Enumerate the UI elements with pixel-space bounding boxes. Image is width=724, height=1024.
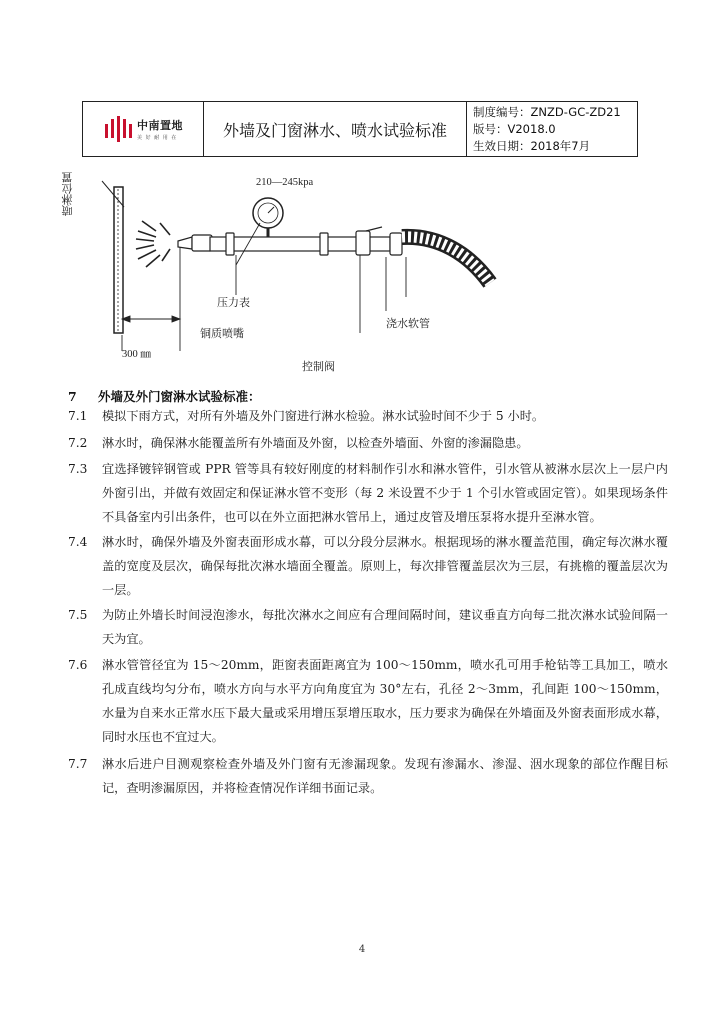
clause-7-4 [68,530,668,602]
spray-test-diagram [60,165,500,375]
clause-text: 宜选择镀锌钢管或 PPR 管等具有较好刚度的材料制作引水和淋水管件，引水管从被淋水层次上一层户内外窗引出，并做有效固定和保证淋水管不变形（每 2 米设置不少于 1 个引水管或固定管）。如果现场条件不具备室内引出条件，也可以在外立面把淋水管吊上，通过皮管及增压泵将水提升至淋水管。 [102,462,668,524]
page-number: 4 [358,944,366,955]
company-logo-cell [83,102,204,156]
control-valve-label: 控制阀 [302,360,335,373]
clause-7-7 [68,752,668,800]
clause-number: 7.3 [68,462,88,476]
clause-number: 7.4 [68,535,88,549]
clause-7-3 [68,457,668,529]
clause-text: 淋水时，确保淋水能覆盖所有外墙面及外窗，以检查外墙面、外窗的渗漏隐患。 [102,436,529,450]
document-meta [467,102,637,156]
pressure-range-label: 210—245kpa [256,177,314,188]
clause-text: 淋水后进户目测观察检查外墙及外门窗有无渗漏现象。发现有渗漏水、渗湿、洇水现象的部位作醒目标记，查明渗漏原因，并将检查情况作详细书面记录。 [102,757,668,795]
clause-7-2 [68,431,668,455]
clause-text: 淋水时，确保外墙及外窗表面形成水幕，可以分段分层淋水。根据现场的淋水覆盖范围，确定每次淋水覆盖的宽度及层次，确保每批次淋水墙面全覆盖。原则上，每次排管覆盖层次为三层，有挑檐的覆盖层次为一层。 [102,535,668,597]
section-number: 7 [68,389,77,404]
copper-nozzle-label: 铜质喷嘴 [200,327,244,340]
logo-name: 中南置地 [137,119,183,132]
clause-7-5 [68,603,668,651]
pipe-drawing [178,227,402,255]
company-logo-icon [103,116,133,142]
doc-code: 制度编号：ZNZD-GC-ZD21 [473,105,621,120]
clause-number: 7.7 [68,757,88,771]
spray-position-label: 喷淋位置 [61,172,74,216]
document-header [82,101,638,157]
pressure-gauge-label: 压力表 [217,296,250,309]
wall-drawing [102,181,124,333]
clause-number: 7.6 [68,658,88,672]
section-title: 外墙及外门窗淋水试验标准： [98,389,261,404]
pressure-gauge-drawing [253,198,283,237]
hose-label: 浇水软管 [386,317,430,330]
clause-7-1 [68,404,668,428]
clause-number: 7.1 [68,409,88,423]
clause-text: 模拟下雨方式，对所有外墙及外门窗进行淋水检验。淋水试验时间不少于 5 小时。 [102,409,545,423]
section-heading [68,387,261,405]
distance-label: 300 ㎜ [122,349,151,360]
clause-number: 7.2 [68,436,88,450]
clause-text: 淋水管管径宜为 15～20mm，距窗表面距离宜为 100～150mm，喷水孔可用手枪钻等工具加工，喷水孔成直线均匀分布，喷水方向与水平方向角度宜为 30°左右，孔径 2～3mm，孔间距 100～150mm，水量为自来水正常水压下最大量或采用增压泵增压取水，压力要求为确保在外墙面及外窗表面形成水幕，同时水压也不宜过大。 [102,658,668,744]
hose-drawing [402,237,490,283]
doc-effective-date: 生效日期：2018年7月 [473,138,591,153]
clause-number: 7.5 [68,608,88,622]
logo-slogan: 美 好 耐 用 在 [137,135,178,141]
clause-text: 为防止外墙长时间浸泡渗水，每批次淋水之间应有合理间隔时间，建议垂直方向每二批次淋水试验间隔一天为宜。 [102,608,668,646]
clause-7-6 [68,653,668,749]
doc-version: 版号：V2018.0 [473,121,556,136]
document-title: 外墙及门窗淋水、喷水试验标准 [204,102,467,156]
spray-lines-drawing [136,221,170,267]
